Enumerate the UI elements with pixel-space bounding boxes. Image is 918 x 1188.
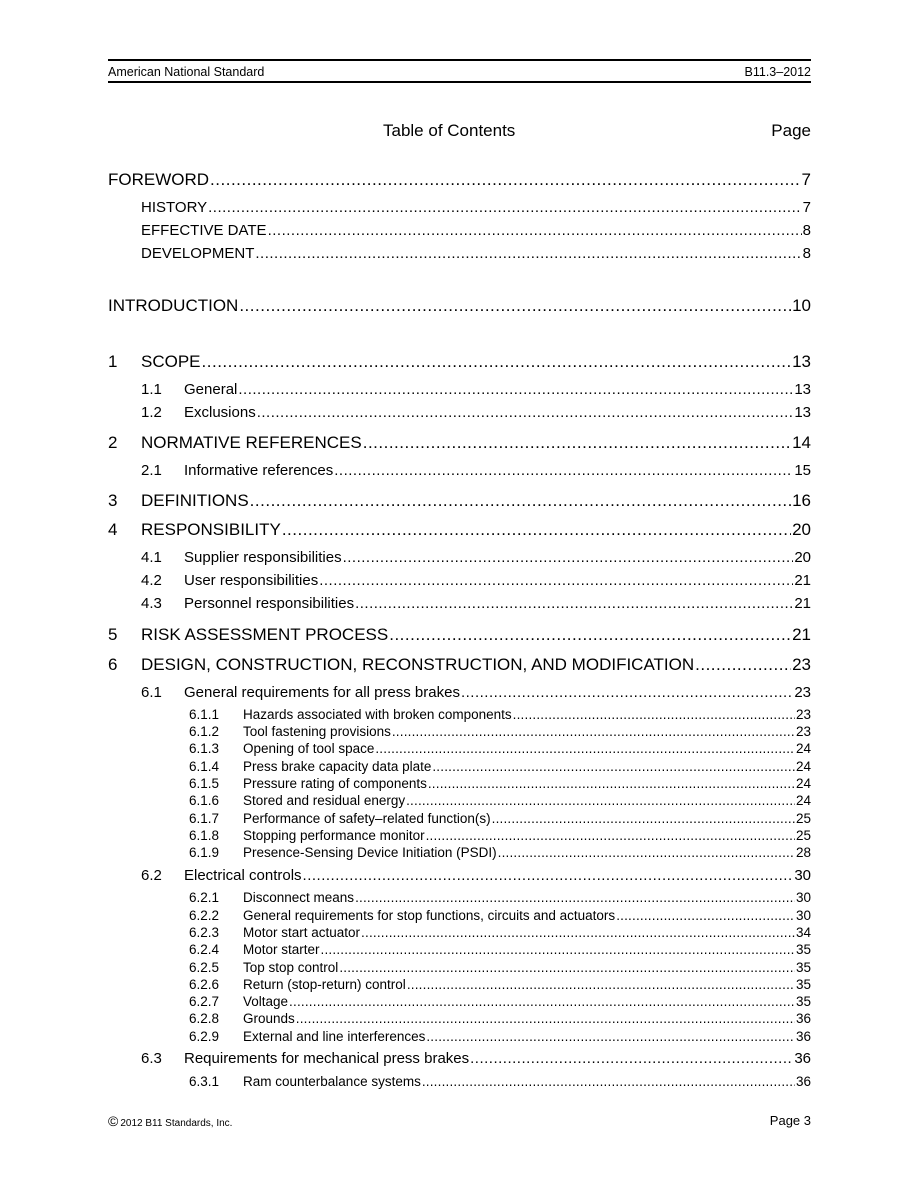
toc-entry[interactable] <box>141 222 811 239</box>
header-left: American National Standard <box>108 65 265 79</box>
toc-entry-page: 7 <box>802 199 811 216</box>
dot-leader <box>422 1074 795 1089</box>
toc-entry-page: 8 <box>802 245 811 262</box>
dot-leader <box>426 828 795 843</box>
toc-entry-title: Disconnect means <box>243 890 355 905</box>
toc-entry-title: Exclusions <box>184 404 256 421</box>
toc-entry[interactable] <box>141 867 811 884</box>
toc-entry-title: Ram counterbalance systems <box>243 1074 421 1089</box>
toc-entry-number: 2.1 <box>141 462 162 479</box>
toc-entry-title: Return (stop-return) control <box>243 977 406 992</box>
toc-entry[interactable] <box>108 491 811 511</box>
toc-entry-page: 24 <box>795 776 811 791</box>
toc-entry-page: 23 <box>794 684 811 701</box>
dot-leader <box>432 759 795 774</box>
toc-entry-page: 13 <box>794 404 811 421</box>
toc-entry-number: 6.1 <box>141 684 162 701</box>
toc-entry-title: General requirements for stop functions, circuits and actuators <box>243 908 616 923</box>
toc-entry-page: 24 <box>795 741 811 756</box>
header-right: B11.3–2012 <box>744 65 811 79</box>
toc-entry-page: 20 <box>794 549 811 566</box>
toc-entry-title: Stored and residual energy <box>243 793 406 808</box>
toc-heading <box>108 121 811 143</box>
toc-entry-title: Tool fastening provisions <box>243 724 391 739</box>
toc-entry-title: Presence-Sensing Device Initiation (PSDI) <box>243 845 497 860</box>
toc-entry-page: 15 <box>794 462 811 479</box>
toc-entry[interactable] <box>108 352 811 372</box>
toc-entry[interactable] <box>141 595 811 612</box>
toc-entry-number: 6.1.7 <box>189 811 220 826</box>
toc-entry[interactable] <box>141 381 811 398</box>
toc-entry-page: 24 <box>795 793 811 808</box>
toc-entry-page: 13 <box>794 381 811 398</box>
toc-entry[interactable] <box>108 296 811 316</box>
toc-entry-title: RESPONSIBILITY <box>141 520 281 539</box>
toc-entry-number: 6.1.1 <box>189 707 220 722</box>
dot-leader <box>289 994 795 1009</box>
toc-entry-page: 16 <box>792 491 811 510</box>
toc-entry-title: HISTORY <box>141 199 208 216</box>
toc-entry-number: 6.1.4 <box>189 759 220 774</box>
toc-entry-page: 21 <box>794 572 811 589</box>
toc-entry-number: 2 <box>108 433 118 452</box>
toc-entry-page: 36 <box>795 1074 811 1089</box>
toc-entry[interactable] <box>189 759 811 774</box>
toc-entry-number: 6.2 <box>141 867 162 884</box>
toc-entry-number: 5 <box>108 625 118 644</box>
toc-entry-title: NORMATIVE REFERENCES <box>141 433 362 452</box>
dot-leader <box>363 433 791 453</box>
toc-entry-page: 20 <box>792 520 811 539</box>
dot-leader <box>355 890 795 905</box>
toc-entry-title: User responsibilities <box>184 572 319 589</box>
toc-entry-number: 4.2 <box>141 572 162 589</box>
toc-entry[interactable] <box>189 793 811 808</box>
toc-entry-title: General requirements for all press brakes <box>184 684 460 701</box>
toc-entry-page: 35 <box>795 977 811 992</box>
toc-entry-page: 25 <box>795 811 811 826</box>
toc-entry[interactable] <box>189 890 811 905</box>
toc-entry-number: 4.1 <box>141 549 162 566</box>
toc-entry-page: 7 <box>801 170 811 189</box>
toc-entry-page: 30 <box>794 867 811 884</box>
toc-entry-number: 6.2.6 <box>189 977 220 992</box>
toc-entry-page: 35 <box>795 960 811 975</box>
toc-entry-number: 6.1.9 <box>189 845 220 860</box>
toc-entry-number: 4 <box>108 520 118 539</box>
toc-entry-title: Personnel responsibilities <box>184 595 355 612</box>
dot-leader <box>470 1050 793 1067</box>
toc-entry-page: 13 <box>792 352 811 371</box>
toc-entry[interactable] <box>189 1011 811 1026</box>
toc-entry[interactable] <box>108 655 811 675</box>
toc-entry-page: 24 <box>795 759 811 774</box>
dot-leader <box>461 684 793 701</box>
toc-entry-number: 4.3 <box>141 595 162 612</box>
toc-entry-page: 10 <box>792 296 811 315</box>
toc-entry-title: Grounds <box>243 1011 295 1026</box>
toc-entry[interactable] <box>141 404 811 421</box>
copyright-icon: © <box>108 1113 119 1129</box>
toc-entry-title: Electrical controls <box>184 867 302 884</box>
toc-entry-title: Hazards associated with broken components <box>243 707 512 722</box>
toc-entry[interactable] <box>189 707 811 722</box>
toc-entry-title: FOREWORD <box>108 170 210 189</box>
toc-entry-title: Performance of safety–related function(s) <box>243 811 491 826</box>
toc-entry-title: Motor starter <box>243 942 320 957</box>
toc-entry-page: 21 <box>792 625 811 644</box>
dot-leader <box>255 245 801 262</box>
toc-entry[interactable] <box>189 776 811 791</box>
dot-leader <box>238 381 793 398</box>
dot-leader <box>492 811 795 826</box>
dot-leader <box>239 296 791 316</box>
toc-page-label: Page <box>771 121 811 140</box>
toc-entry[interactable] <box>189 960 811 975</box>
dot-leader <box>389 625 791 645</box>
running-header <box>108 59 811 83</box>
toc-entry[interactable] <box>189 845 811 860</box>
toc-entry-title: Press brake capacity data plate <box>243 759 432 774</box>
toc-entry-page: 8 <box>802 222 811 239</box>
toc-entry-title: Top stop control <box>243 960 339 975</box>
toc-title: Table of Contents <box>383 121 516 140</box>
toc-entry-number: 6.2.8 <box>189 1011 220 1026</box>
dot-leader <box>407 977 795 992</box>
toc-entry[interactable] <box>189 828 811 843</box>
toc-entry[interactable] <box>108 625 811 645</box>
toc-entry[interactable] <box>189 1074 811 1089</box>
toc-entry-title: INTRODUCTION <box>108 296 239 315</box>
dot-leader <box>392 724 795 739</box>
toc-entry-number: 6.2.4 <box>189 942 220 957</box>
dot-leader <box>426 1029 795 1044</box>
toc-entry[interactable] <box>108 433 811 453</box>
toc-entry-number: 6.2.7 <box>189 994 220 1009</box>
toc-entry-page: 21 <box>794 595 811 612</box>
toc-entry-number: 1.2 <box>141 404 162 421</box>
dot-leader <box>319 572 793 589</box>
dot-leader <box>202 352 792 372</box>
dot-leader <box>361 925 795 940</box>
dot-leader <box>428 776 795 791</box>
dot-leader <box>498 845 795 860</box>
dot-leader <box>513 707 795 722</box>
footer-left <box>108 1113 232 1129</box>
dot-leader <box>334 462 793 479</box>
toc-entry-number: 6.1.6 <box>189 793 220 808</box>
toc-entry[interactable] <box>189 1029 811 1044</box>
toc-entry-title: Informative references <box>184 462 334 479</box>
toc-entry[interactable] <box>189 994 811 1009</box>
toc-entry-page: 36 <box>795 1011 811 1026</box>
dot-leader <box>257 404 794 421</box>
toc-entry-page: 34 <box>795 925 811 940</box>
toc-entry-title: SCOPE <box>141 352 201 371</box>
toc-entry-title: Requirements for mechanical press brakes <box>184 1050 470 1067</box>
toc-entry-page: 30 <box>795 908 811 923</box>
dot-leader <box>406 793 795 808</box>
toc-entry-number: 1 <box>108 352 118 371</box>
toc-entry-page: 36 <box>794 1050 811 1067</box>
toc-entry-number: 3 <box>108 491 118 510</box>
toc-entry[interactable] <box>141 572 811 589</box>
toc-entry-title: Opening of tool space <box>243 741 375 756</box>
toc-entry-page: 36 <box>795 1029 811 1044</box>
toc-entry-title: Voltage <box>243 994 289 1009</box>
toc-entry-title: EFFECTIVE DATE <box>141 222 267 239</box>
toc-entry-title: External and line interferences <box>243 1029 426 1044</box>
toc-entry-page: 30 <box>795 890 811 905</box>
dot-leader <box>208 199 802 216</box>
dot-leader <box>616 908 795 923</box>
toc-entry-number: 6.1.5 <box>189 776 220 791</box>
toc-entry[interactable] <box>189 811 811 826</box>
toc-entry-page: 23 <box>795 707 811 722</box>
dot-leader <box>250 491 791 511</box>
dot-leader <box>210 170 800 190</box>
dot-leader <box>303 867 794 884</box>
footer <box>108 1113 811 1131</box>
dot-leader <box>339 960 795 975</box>
toc-entry-number: 1.1 <box>141 381 162 398</box>
toc-entry[interactable] <box>141 462 811 479</box>
toc-entry-number: 6.2.5 <box>189 960 220 975</box>
toc-entry[interactable] <box>189 741 811 756</box>
dot-leader <box>268 222 802 239</box>
toc-entry-number: 6.2.1 <box>189 890 220 905</box>
toc-entry[interactable] <box>141 245 811 262</box>
toc-entry-title: Motor start actuator <box>243 925 361 940</box>
toc-entry-number: 6.3 <box>141 1050 162 1067</box>
toc-entry[interactable] <box>141 1050 811 1067</box>
toc-entry[interactable] <box>189 724 811 739</box>
toc-entry-page: 23 <box>792 655 811 674</box>
dot-leader <box>343 549 794 566</box>
toc-entry-title: Supplier responsibilities <box>184 549 342 566</box>
toc-entry-title: General <box>184 381 238 398</box>
toc-entry-number: 6.3.1 <box>189 1074 220 1089</box>
dot-leader <box>282 520 791 540</box>
toc-entry[interactable] <box>189 925 811 940</box>
toc-entry-page: 25 <box>795 828 811 843</box>
toc-entry[interactable] <box>108 170 811 190</box>
toc-entry[interactable] <box>141 199 811 216</box>
toc-entry-page: 14 <box>792 433 811 452</box>
toc-entry-title: DESIGN, CONSTRUCTION, RECONSTRUCTION, AND MODIFICATION <box>141 655 695 674</box>
footer-copyright-text: 2012 B11 Standards, Inc. <box>120 1118 233 1129</box>
toc-entry-page: 35 <box>795 994 811 1009</box>
toc-entry[interactable] <box>189 977 811 992</box>
toc-entry[interactable] <box>141 549 811 566</box>
toc-entry[interactable] <box>189 908 811 923</box>
toc-entry-page: 28 <box>795 845 811 860</box>
dot-leader <box>375 741 795 756</box>
toc-entry-number: 6.2.2 <box>189 908 220 923</box>
toc-entry-number: 6.1.2 <box>189 724 220 739</box>
toc-entry[interactable] <box>108 520 811 540</box>
toc-entry[interactable] <box>141 684 811 701</box>
toc-entry-number: 6.1.3 <box>189 741 220 756</box>
dot-leader <box>296 1011 795 1026</box>
toc-entry-title: DEVELOPMENT <box>141 245 255 262</box>
toc-entry[interactable] <box>189 942 811 957</box>
toc-entry-number: 6.1.8 <box>189 828 220 843</box>
toc-entry-page: 23 <box>795 724 811 739</box>
toc-entry-title: DEFINITIONS <box>141 491 249 510</box>
dot-leader <box>695 655 791 675</box>
dot-leader <box>355 595 793 612</box>
toc-entry-number: 6.2.9 <box>189 1029 220 1044</box>
toc-entry-title: Pressure rating of components <box>243 776 427 791</box>
toc-entry-title: RISK ASSESSMENT PROCESS <box>141 625 389 644</box>
dot-leader <box>321 942 795 957</box>
toc-entry-number: 6.2.3 <box>189 925 220 940</box>
toc-entry-title: Stopping performance monitor <box>243 828 425 843</box>
footer-page-number: Page 3 <box>769 1113 811 1128</box>
toc-entry-number: 6 <box>108 655 118 674</box>
toc-entry-page: 35 <box>795 942 811 957</box>
